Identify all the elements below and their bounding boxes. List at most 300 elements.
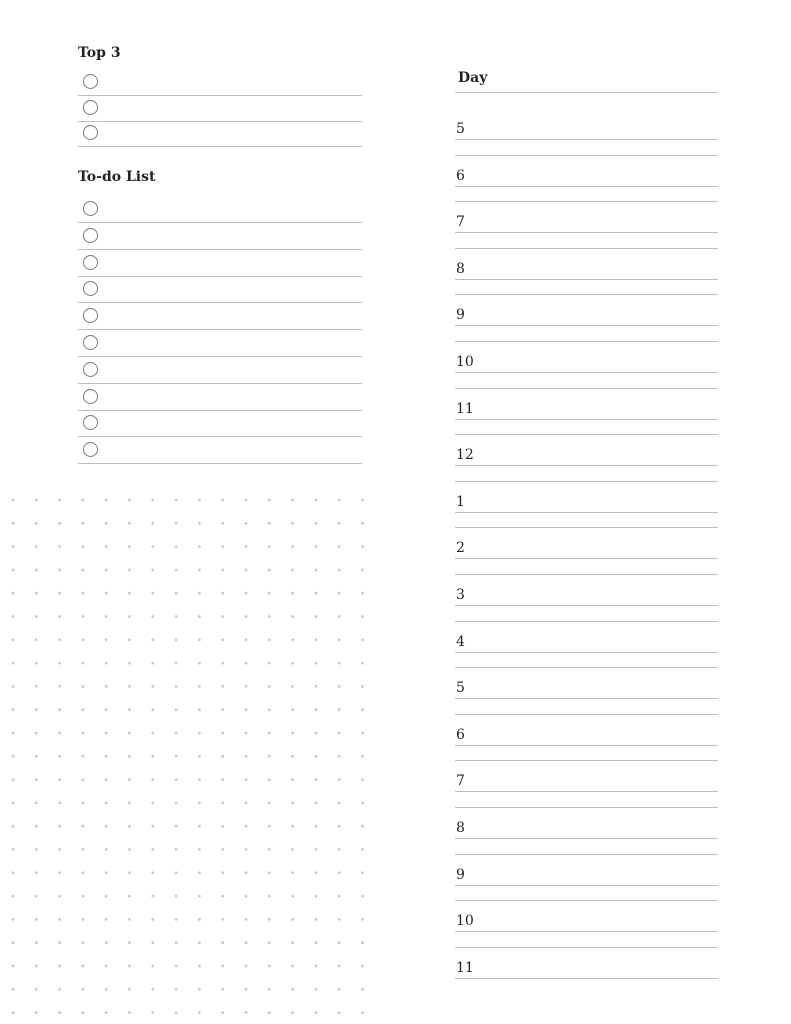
grid-dot-icon [58,615,61,618]
grid-dot-icon [268,755,271,758]
hour-slot-divider [455,714,718,715]
grid-dot-icon [315,871,318,874]
hour-slot-divider [455,434,718,435]
hour-slot-entry[interactable] [478,912,718,932]
todo-row[interactable] [78,411,362,437]
hour-slot-entry[interactable] [478,679,718,699]
grid-dot-icon [128,895,131,898]
grid-dot-icon [338,732,341,735]
grid-dot-icon [198,708,201,711]
empty-circle-icon[interactable] [83,335,98,350]
grid-dot-icon [291,732,294,735]
grid-dot-icon [58,545,61,548]
grid-dot-icon [268,708,271,711]
hour-label: 8 [456,820,465,836]
grid-dot-icon [361,592,364,595]
grid-dot-icon [175,778,178,781]
grid-dot-icon [128,918,131,921]
hour-label: 12 [456,447,474,464]
grid-dot-icon [221,499,224,502]
hour-slot-entry[interactable] [478,819,718,839]
grid-dot-icon [128,755,131,758]
grid-dot-icon [58,662,61,665]
grid-dot-icon [338,522,341,525]
grid-dot-icon [12,545,15,548]
grid-dot-icon [12,871,15,874]
grid-dot-icon [35,499,38,502]
grid-dot-icon [268,918,271,921]
grid-dot-icon [175,1011,178,1014]
grid-dot-icon [128,685,131,688]
grid-dot-icon [128,778,131,781]
grid-dot-icon [221,941,224,944]
grid-dot-icon [338,871,341,874]
top3-row[interactable] [78,96,362,122]
grid-dot-icon [82,895,85,898]
grid-dot-icon [82,1011,85,1014]
grid-dot-icon [82,755,85,758]
empty-circle-icon[interactable] [83,442,98,457]
schedule-title-rule [455,92,718,93]
grid-dot-icon [315,615,318,618]
grid-dot-icon [338,941,341,944]
grid-dot-icon [338,825,341,828]
grid-dot-icon [35,685,38,688]
grid-dot-icon [12,638,15,641]
grid-dot-icon [128,988,131,991]
hour-slot-rule [455,465,718,466]
grid-dot-icon [198,685,201,688]
grid-dot-icon [221,732,224,735]
grid-dot-icon [361,638,364,641]
grid-dot-icon [338,895,341,898]
grid-dot-icon [82,778,85,781]
grid-dot-icon [268,545,271,548]
grid-dot-icon [361,802,364,805]
empty-circle-icon[interactable] [83,125,98,140]
hour-slot-rule [455,745,718,746]
grid-dot-icon [175,988,178,991]
grid-dot-icon [198,522,201,525]
grid-dot-icon [105,965,108,968]
hour-slot-divider [455,248,718,249]
grid-dot-icon [105,592,108,595]
grid-dot-icon [151,988,154,991]
grid-dot-icon [268,802,271,805]
grid-dot-icon [338,499,341,502]
grid-dot-icon [245,1011,248,1014]
hour-slot-entry[interactable] [478,400,718,420]
grid-dot-icon [198,499,201,502]
grid-dot-icon [268,778,271,781]
grid-dot-icon [291,825,294,828]
empty-circle-icon[interactable] [83,201,98,216]
empty-circle-icon[interactable] [83,389,98,404]
grid-dot-icon [128,662,131,665]
grid-dot-icon [268,569,271,572]
hour-slot-divider [455,667,718,668]
grid-dot-icon [175,802,178,805]
grid-dot-icon [291,569,294,572]
grid-dot-icon [198,662,201,665]
hour-label: 10 [456,913,474,930]
grid-dot-icon [245,708,248,711]
grid-dot-icon [221,965,224,968]
grid-dot-icon [315,545,318,548]
grid-dot-icon [198,1011,201,1014]
grid-dot-icon [338,988,341,991]
grid-dot-icon [338,638,341,641]
grid-dot-icon [361,732,364,735]
grid-dot-icon [315,662,318,665]
grid-dot-icon [151,708,154,711]
grid-dot-icon [151,918,154,921]
grid-dot-icon [221,871,224,874]
hour-slot-entry[interactable] [478,213,718,233]
hour-slot-entry[interactable] [478,446,718,466]
grid-dot-icon [175,895,178,898]
grid-dot-icon [338,685,341,688]
todo-row[interactable] [78,385,362,411]
hour-slot-divider [455,807,718,808]
grid-dot-icon [315,755,318,758]
hour-slot-entry[interactable] [478,120,718,140]
todo-row[interactable] [78,224,362,250]
grid-dot-icon [35,1011,38,1014]
grid-dot-icon [12,732,15,735]
hour-slot-rule [455,558,718,559]
grid-dot-icon [35,569,38,572]
grid-dot-icon [291,778,294,781]
grid-dot-icon [58,499,61,502]
grid-dot-icon [105,755,108,758]
grid-dot-icon [82,592,85,595]
grid-dot-icon [35,895,38,898]
grid-dot-icon [291,988,294,991]
todo-row[interactable] [78,358,362,384]
top3-row[interactable] [78,121,362,147]
hour-slot-entry[interactable] [478,959,718,979]
todo-row[interactable] [78,197,362,223]
hour-slot-entry[interactable] [478,772,718,792]
grid-dot-icon [361,662,364,665]
grid-dot-icon [315,848,318,851]
hour-label: 9 [456,866,465,883]
empty-circle-icon[interactable] [83,281,98,296]
empty-circle-icon[interactable] [83,308,98,323]
grid-dot-icon [315,988,318,991]
hour-slot-entry[interactable] [478,539,718,559]
grid-dot-icon [58,871,61,874]
hour-slot-divider [455,341,718,342]
hour-slot-entry[interactable] [478,633,718,653]
grid-dot-icon [338,778,341,781]
grid-dot-icon [12,708,15,711]
grid-dot-icon [291,662,294,665]
grid-dot-icon [151,755,154,758]
grid-dot-icon [58,895,61,898]
grid-dot-icon [12,918,15,921]
grid-dot-icon [151,545,154,548]
hour-label: 3 [456,587,465,603]
grid-dot-icon [198,545,201,548]
grid-dot-icon [361,755,364,758]
grid-dot-icon [291,592,294,595]
grid-dot-icon [128,592,131,595]
grid-dot-icon [245,569,248,572]
grid-dot-icon [58,825,61,828]
grid-dot-icon [221,918,224,921]
grid-dot-icon [151,825,154,828]
grid-dot-icon [12,965,15,968]
grid-dot-icon [58,685,61,688]
grid-dot-icon [291,755,294,758]
empty-circle-icon[interactable] [83,255,98,270]
grid-dot-icon [198,988,201,991]
hour-label: 7 [456,214,465,231]
grid-dot-icon [291,522,294,525]
grid-dot-icon [175,522,178,525]
hour-slot-rule [455,791,718,792]
grid-dot-icon [82,988,85,991]
grid-dot-icon [338,965,341,968]
grid-dot-icon [58,918,61,921]
hour-label: 1 [456,493,465,510]
grid-dot-icon [35,638,38,641]
grid-dot-icon [315,522,318,525]
grid-dot-icon [175,755,178,758]
grid-dot-icon [151,522,154,525]
grid-dot-icon [58,965,61,968]
grid-dot-icon [35,965,38,968]
grid-dot-icon [291,802,294,805]
grid-dot-icon [361,499,364,502]
grid-dot-icon [58,522,61,525]
grid-dot-icon [338,662,341,665]
grid-dot-icon [82,802,85,805]
grid-dot-icon [175,848,178,851]
grid-dot-icon [338,592,341,595]
grid-dot-icon [361,522,364,525]
grid-dot-icon [245,592,248,595]
grid-dot-icon [128,708,131,711]
grid-dot-icon [128,499,131,502]
hour-label: 6 [456,726,465,743]
todo-row[interactable] [78,304,362,330]
dot-grid [0,490,375,1024]
grid-dot-icon [291,499,294,502]
grid-dot-icon [175,545,178,548]
grid-dot-icon [12,499,15,502]
grid-dot-icon [35,918,38,921]
grid-dot-icon [291,615,294,618]
grid-dot-icon [361,918,364,921]
grid-dot-icon [58,941,61,944]
grid-dot-icon [128,522,131,525]
grid-dot-icon [338,569,341,572]
grid-dot-icon [58,638,61,641]
grid-dot-icon [151,895,154,898]
hour-slot-entry[interactable] [478,586,718,606]
grid-dot-icon [198,825,201,828]
grid-dot-icon [128,965,131,968]
grid-dot-icon [128,732,131,735]
grid-dot-icon [151,941,154,944]
grid-dot-icon [245,499,248,502]
grid-dot-icon [291,1011,294,1014]
hour-slot-entry[interactable] [478,866,718,886]
grid-dot-icon [291,965,294,968]
hour-slot-entry[interactable] [478,493,718,513]
grid-dot-icon [338,615,341,618]
todo-row[interactable] [78,251,362,277]
hour-slot-divider [455,621,718,622]
hour-slot-rule [455,325,718,326]
grid-dot-icon [361,988,364,991]
grid-dot-icon [245,615,248,618]
grid-dot-icon [151,871,154,874]
grid-dot-icon [221,755,224,758]
grid-dot-icon [175,732,178,735]
grid-dot-icon [315,895,318,898]
empty-circle-icon[interactable] [83,362,98,377]
grid-dot-icon [58,848,61,851]
hour-slot-rule [455,698,718,699]
empty-circle-icon[interactable] [83,100,98,115]
hour-label: 7 [456,773,465,790]
hour-slot-rule [455,978,718,979]
grid-dot-icon [82,918,85,921]
hour-slot-entry[interactable] [478,306,718,326]
grid-dot-icon [291,895,294,898]
empty-circle-icon[interactable] [83,74,98,89]
grid-dot-icon [58,755,61,758]
grid-dot-icon [315,941,318,944]
grid-dot-icon [268,732,271,735]
hour-label: 8 [456,260,465,277]
grid-dot-icon [128,545,131,548]
grid-dot-icon [315,778,318,781]
grid-dot-icon [268,615,271,618]
hour-slot-entry[interactable] [478,260,718,280]
grid-dot-icon [105,732,108,735]
grid-dot-icon [82,545,85,548]
grid-dot-icon [268,871,271,874]
grid-dot-icon [268,988,271,991]
grid-dot-icon [105,802,108,805]
hour-slot-entry[interactable] [478,167,718,187]
grid-dot-icon [268,848,271,851]
grid-dot-icon [35,732,38,735]
todo-row[interactable] [78,331,362,357]
grid-dot-icon [315,708,318,711]
grid-dot-icon [35,592,38,595]
hour-slot-rule [455,885,718,886]
grid-dot-icon [12,522,15,525]
todo-row[interactable] [78,277,362,303]
grid-dot-icon [245,802,248,805]
grid-dot-icon [12,802,15,805]
grid-dot-icon [35,871,38,874]
grid-dot-icon [245,918,248,921]
hour-slot-entry[interactable] [478,726,718,746]
grid-dot-icon [268,685,271,688]
grid-dot-icon [361,941,364,944]
hour-slot-rule [455,512,718,513]
grid-dot-icon [245,638,248,641]
top3-row[interactable] [78,70,362,96]
hour-slot-rule [455,605,718,606]
grid-dot-icon [105,848,108,851]
grid-dot-icon [128,615,131,618]
grid-dot-icon [175,941,178,944]
grid-dot-icon [198,941,201,944]
grid-dot-icon [128,825,131,828]
grid-dot-icon [291,545,294,548]
grid-dot-icon [245,848,248,851]
grid-dot-icon [245,755,248,758]
grid-dot-icon [58,988,61,991]
grid-dot-icon [82,871,85,874]
grid-dot-icon [268,592,271,595]
todo-row[interactable] [78,438,362,464]
grid-dot-icon [245,965,248,968]
grid-dot-icon [198,569,201,572]
grid-dot-icon [175,708,178,711]
empty-circle-icon[interactable] [83,228,98,243]
grid-dot-icon [198,848,201,851]
grid-dot-icon [151,569,154,572]
grid-dot-icon [291,708,294,711]
grid-dot-icon [198,638,201,641]
grid-dot-icon [128,941,131,944]
hour-label: 6 [456,167,465,184]
grid-dot-icon [198,871,201,874]
grid-dot-icon [151,592,154,595]
grid-dot-icon [12,1011,15,1014]
grid-dot-icon [82,615,85,618]
hour-slot-entry[interactable] [478,353,718,373]
grid-dot-icon [315,802,318,805]
empty-circle-icon[interactable] [83,415,98,430]
grid-dot-icon [198,918,201,921]
grid-dot-icon [315,918,318,921]
grid-dot-icon [245,871,248,874]
grid-dot-icon [221,895,224,898]
grid-dot-icon [58,732,61,735]
grid-dot-icon [338,755,341,758]
hour-slot-divider [455,388,718,389]
grid-dot-icon [338,848,341,851]
grid-dot-icon [361,871,364,874]
grid-dot-icon [245,825,248,828]
grid-dot-icon [105,708,108,711]
grid-dot-icon [245,941,248,944]
grid-dot-icon [175,638,178,641]
grid-dot-icon [35,825,38,828]
grid-dot-icon [151,778,154,781]
grid-dot-icon [82,522,85,525]
grid-dot-icon [245,522,248,525]
hour-slot-divider [455,947,718,948]
grid-dot-icon [128,848,131,851]
grid-dot-icon [268,965,271,968]
grid-dot-icon [35,848,38,851]
grid-dot-icon [361,569,364,572]
hour-slot-rule [455,139,718,140]
grid-dot-icon [268,522,271,525]
schedule-title: Day [458,70,488,86]
